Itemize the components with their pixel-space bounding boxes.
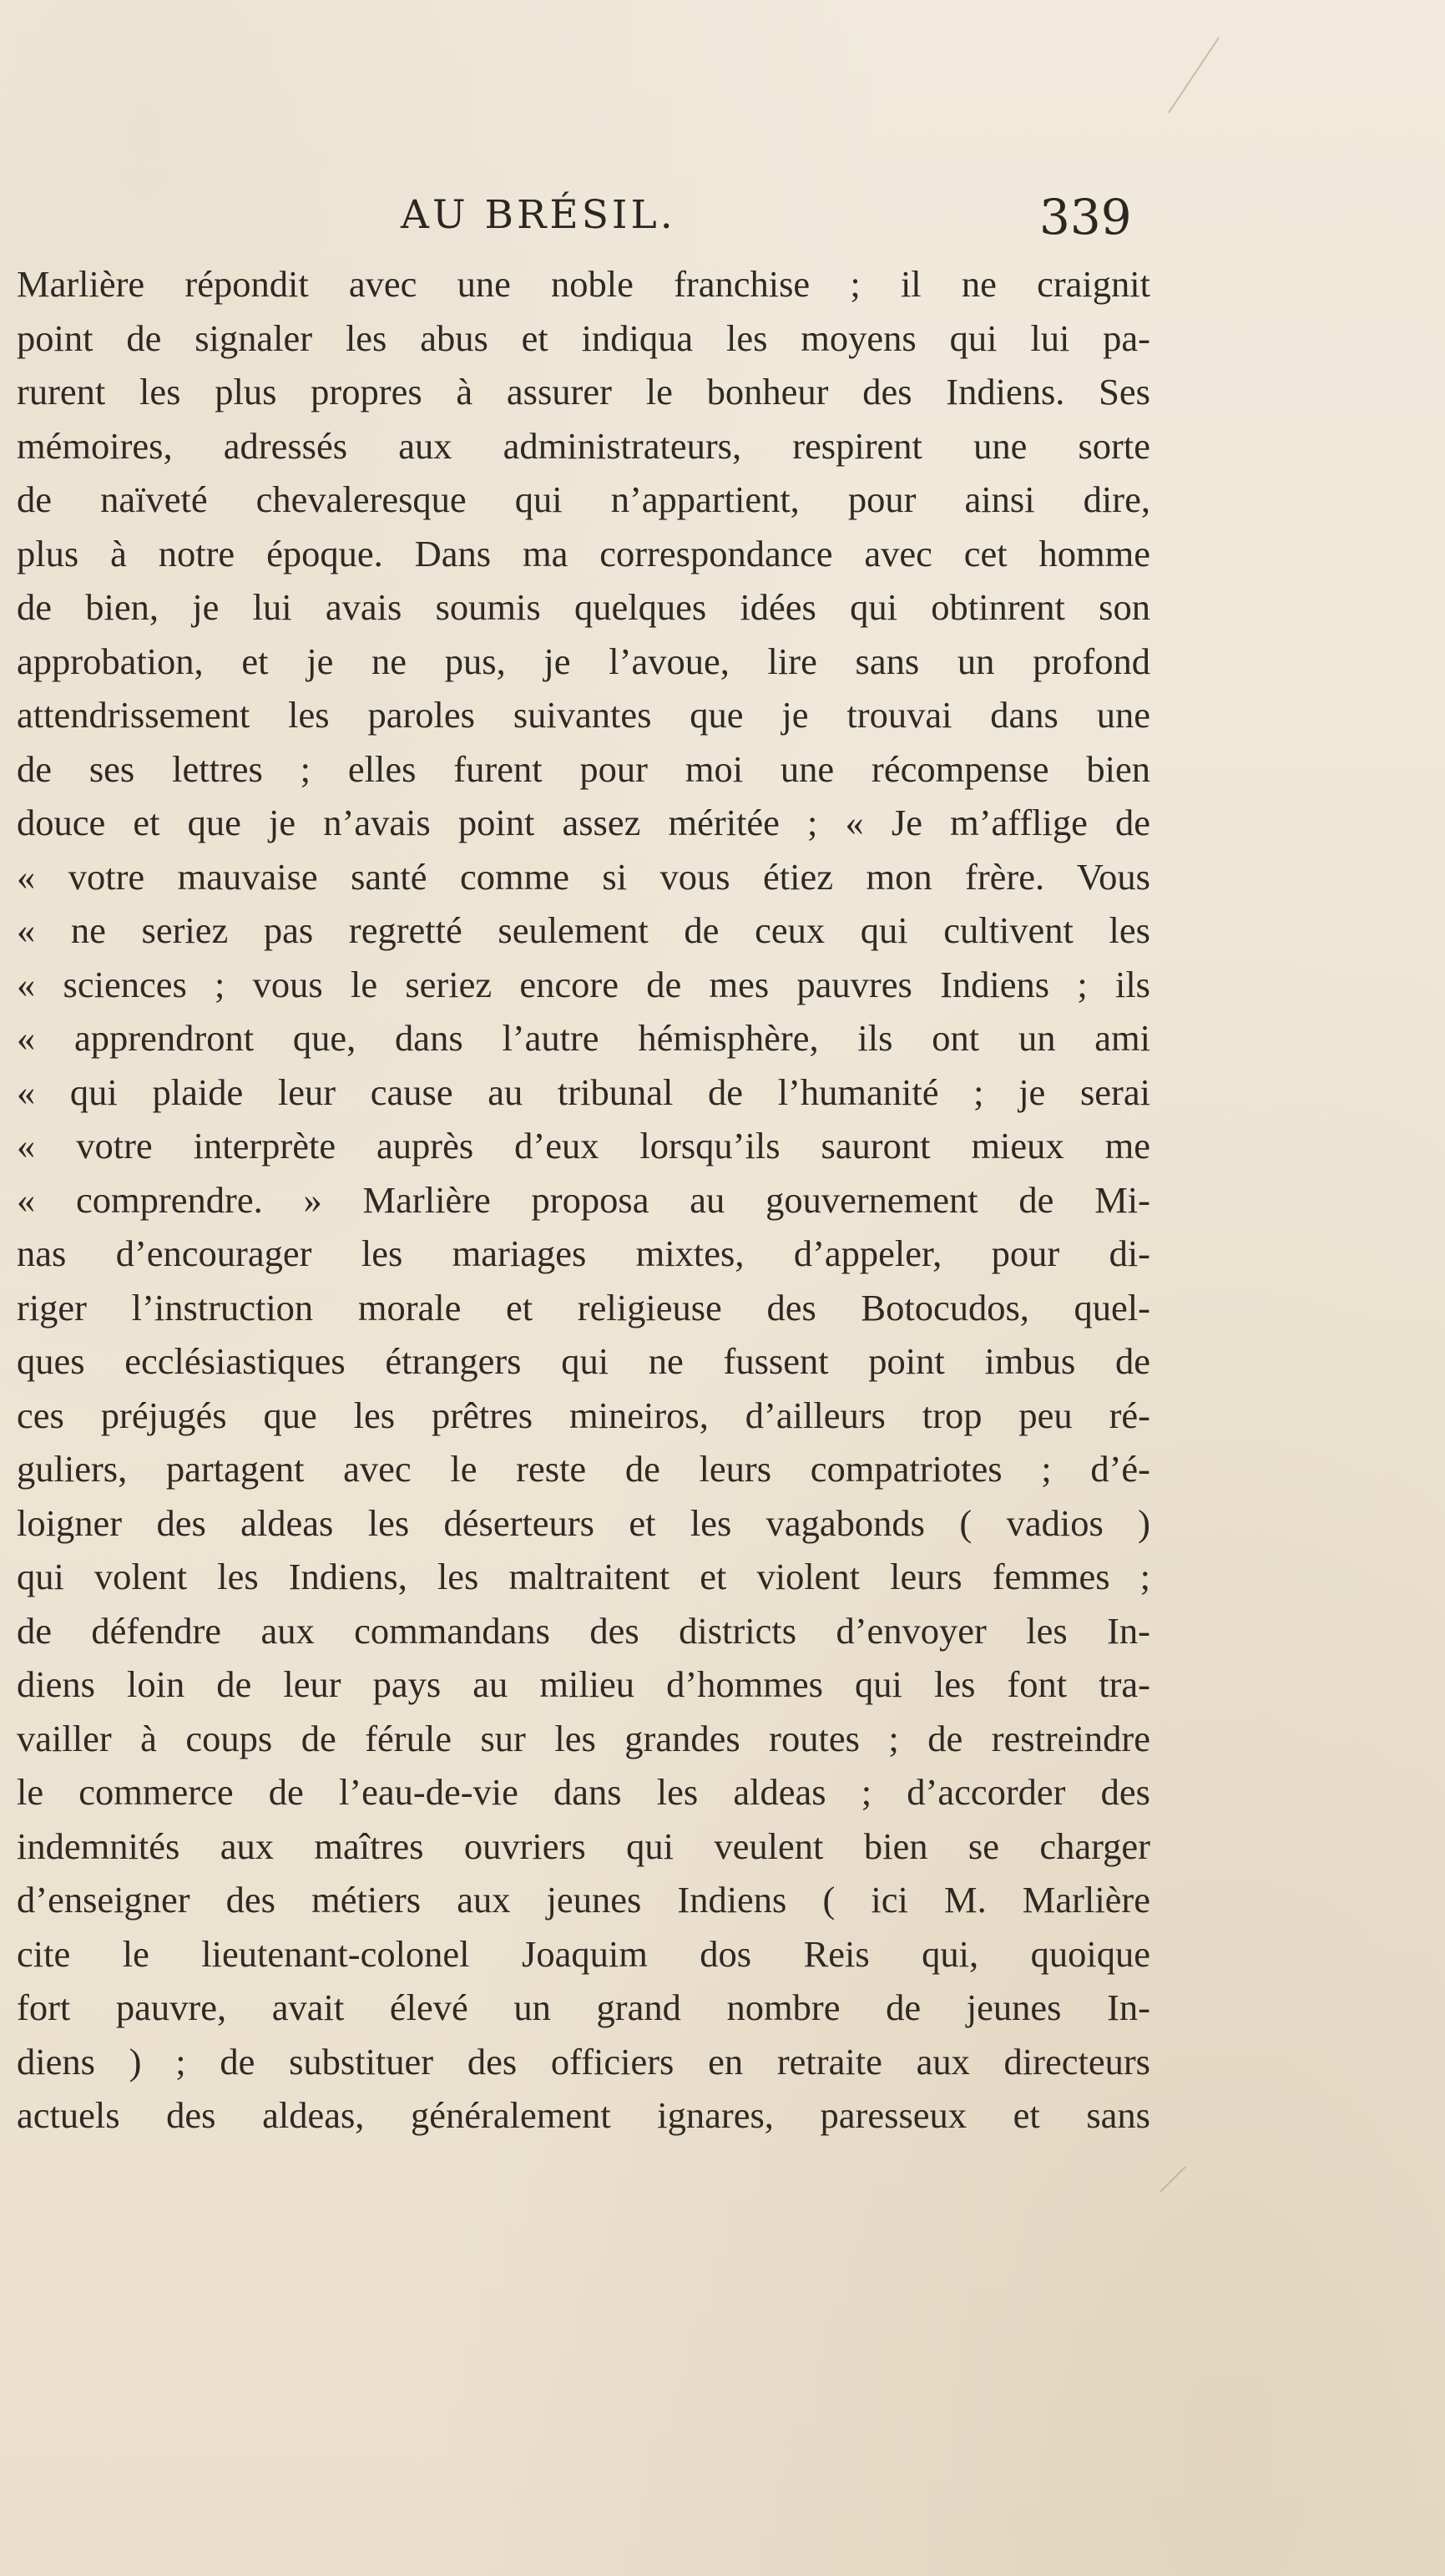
text-line: de défendre aux commandans des districts d’envoyer les In- <box>17 1609 1150 1652</box>
text-line: cite le lieutenant-colonel Joaquim dos Reis qui, quoique <box>17 1932 1150 1975</box>
page-number: 339 <box>1039 189 1132 245</box>
running-title: AU BRÉSIL. <box>401 192 676 238</box>
text-line: de bien, je lui avais soumis quelques idées qui obtinrent son <box>17 586 1150 628</box>
text-line: « votre interprète auprès d’eux lorsqu’ils sauront mieux me <box>17 1125 1150 1167</box>
page-header <box>0 182 1445 249</box>
text-line: plus à notre époque. Dans ma correspondance avec cet homme <box>17 532 1150 574</box>
text-line: douce et que je n’avais point assez méritée ; « Je m’afflige de <box>17 802 1150 843</box>
text-line: vailler à coups de férule sur les grandes routes ; de restreindre <box>17 1717 1150 1759</box>
text-line: d’enseigner des métiers aux jeunes Indiens ( ici M. Marlière <box>17 1879 1150 1921</box>
text-line: diens loin de leur pays au milieu d’hommes qui les font tra- <box>17 1663 1150 1705</box>
text-line: « votre mauvaise santé comme si vous étiez mon frère. Vous <box>17 855 1150 898</box>
text-line: « comprendre. » Marlière proposa au gouvernement de Mi- <box>17 1178 1150 1221</box>
body-text <box>17 257 1150 2143</box>
text-line: « apprendront que, dans l’autre hémisphère, ils ont un ami <box>17 1017 1150 1059</box>
text-line: indemnités aux maîtres ouvriers qui veulent bien se charger <box>17 1824 1150 1867</box>
text-line: loigner des aldeas les déserteurs et les vagabonds ( vadios ) <box>17 1501 1150 1544</box>
text-line: « sciences ; vous le seriez encore de mes pauvres Indiens ; ils <box>17 963 1150 1005</box>
text-line: point de signaler les abus et indiqua les moyens qui lui pa- <box>17 316 1150 359</box>
text-line: actuels des aldeas, généralement ignares, paresseux et sans <box>17 2094 1150 2136</box>
text-line: ques ecclésiastiques étrangers qui ne fussent point imbus de <box>17 1340 1150 1382</box>
text-line: qui volent les Indiens, les maltraitent et violent leurs femmes ; <box>17 1556 1150 1597</box>
paper-crease-mark <box>1156 2163 1190 2196</box>
text-line: de ses lettres ; elles furent pour moi une récompense bien <box>17 747 1150 790</box>
text-line: diens ) ; de substituer des officiers en retraite aux directeurs <box>17 2040 1150 2083</box>
text-line: « qui plaide leur cause au tribunal de l’humanité ; je serai <box>17 1070 1150 1113</box>
text-line: le commerce de l’eau-de-vie dans les aldeas ; d’accorder des <box>17 1771 1150 1813</box>
text-line: Marlière répondit avec une noble franchise ; il ne craignit <box>17 263 1150 305</box>
text-line: guliers, partagent avec le reste de leurs compatriotes ; d’é- <box>17 1448 1150 1490</box>
text-line: de naïveté chevaleresque qui n’appartient, pour ainsi dire, <box>17 478 1150 520</box>
text-line: mémoires, adressés aux administrateurs, respirent une sorte <box>17 424 1150 467</box>
text-line: attendrissement les paroles suivantes que je trouvai dans une <box>17 694 1150 736</box>
text-line: approbation, et je ne pus, je l’avoue, lire sans un profond <box>17 640 1150 682</box>
text-line: ces préjugés que les prêtres mineiros, d’ailleurs trop peu ré- <box>17 1394 1150 1436</box>
text-line: nas d’encourager les mariages mixtes, d’appeler, pour di- <box>17 1232 1150 1274</box>
text-line: riger l’instruction morale et religieuse des Botocudos, quel- <box>17 1286 1150 1328</box>
text-line: fort pauvre, avait élevé un grand nombre de jeunes In- <box>17 1986 1150 2028</box>
paper-crease-mark <box>1160 33 1227 117</box>
text-line: « ne seriez pas regretté seulement de ceux qui cultivent les <box>17 909 1150 951</box>
text-line: rurent les plus propres à assurer le bonheur des Indiens. Ses <box>17 371 1150 412</box>
